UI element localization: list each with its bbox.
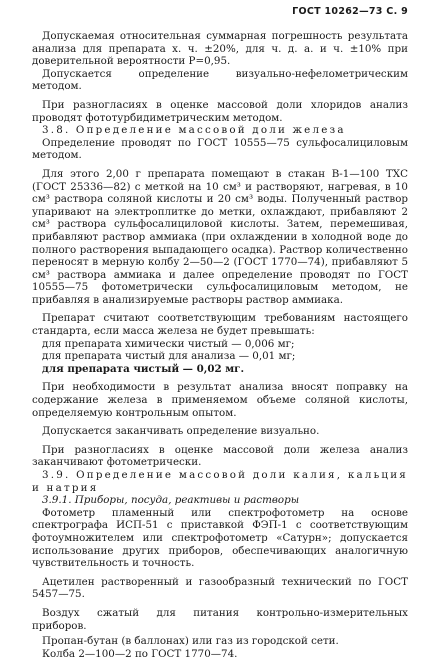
- section-heading-iron: 3.8. Определение массовой доли железа: [42, 124, 346, 137]
- paragraph-error-tolerance: Допускаемая относительная суммарная погрешность результата анализа для препарата х. ч. ±20%, для ч. д. а. и ч. ±10% при доверительной вероятности P=0,95.: [32, 30, 408, 68]
- paragraph-chloride-disagreement: При разногласиях в оценке массовой доли хлоридов анализ проводят фототурбидиметрическим методом.: [32, 98, 408, 124]
- section-heading-potassium: 3.9. Определение массовой доли калия, кальция и натрия: [32, 469, 408, 494]
- paragraph-propane-butane: Пропан-бутан (в баллонах) или газ из городской сети.: [42, 635, 339, 648]
- paragraph-iron-visual: Допускается заканчивать определение визуально.: [42, 425, 320, 438]
- list-item-iron-analysis-pure: для препарата чистый для анализа — 0,01 мг;: [42, 350, 296, 363]
- paragraph-iron-requirement: Препарат считают соответствующим требованиям настоящего стандарта, если масса железа не будет превышать:: [32, 312, 408, 338]
- paragraph-iron-correction: При необходимости в результат анализа вносят поправку на содержание железа в применяемом объеме соляной кислоты, определяемую контрольным опытом.: [32, 381, 408, 419]
- paragraph-compressed-air: Воздух сжатый для питания контрольно-измерительных приборов.: [32, 606, 408, 632]
- list-item-iron-chemically-pure: для препарата химически чистый — 0,006 мг;: [42, 337, 295, 350]
- paragraph-iron-procedure: Для этого 2,00 г препарата помещают в стакан В-1—100 ТХС (ГОСТ 25336—82) с меткой на 10 см³ и растворяют, нагревая, в 10 см³ раствора соляной кислоты и 20 см³ воды. Полученный раствор упаривают на электроплитке до метки, охлаждают, прибавляют 2 см³ раствора сульфосалициловой кислоты. Затем, перемешивая, прибавляют раствор аммиака (при охлаждении в холодной воде до полного растворения выпадающего осадка). Раствор количественно переносят в мерную колбу 2—50—2 (ГОСТ 1770—74), прибавляют 5 см³ раствора аммиака и далее определение проводят по ГОСТ 10555—75 фотометрически сульфосалициловым методом, не прибавляя в анализируемые растворы раствор аммиака.: [32, 167, 408, 306]
- document-body: [32, 30, 408, 660]
- paragraph-visual-nephelometric: Допускается определение визуально-нефелометрическим методом.: [32, 67, 408, 93]
- paragraph-flask: Колба 2—100—2 по ГОСТ 1770—74.: [42, 647, 238, 660]
- paragraph-acetylene: Ацетилен растворенный и газообразный технический по ГОСТ 5457—75.: [32, 575, 408, 601]
- paragraph-iron-disagreement: При разногласиях в оценке массовой доли железа анализ заканчивают фотометрически.: [32, 443, 408, 469]
- paragraph-photometer: Фотометр пламенный или спектрофотометр на основе спектрографа ИСП-51 с приставкой ФЭП-1 с соответствующим фотоумножителем или спектрофотометр «Сатурн»; допускается использование других приборов, обеспечивающих аналогичную чувствительность и точность.: [32, 506, 408, 570]
- page-header: ГОСТ 10262—73 С. 9: [292, 6, 408, 17]
- paragraph-iron-method: Определение проводят по ГОСТ 10555—75 сульфосалициловым методом.: [32, 136, 408, 162]
- list-item-iron-pure: для препарата чистый — 0,02 мг.: [42, 362, 245, 375]
- subsection-heading-instruments: 3.9.1. Приборы, посуда, реактивы и растворы: [42, 494, 300, 507]
